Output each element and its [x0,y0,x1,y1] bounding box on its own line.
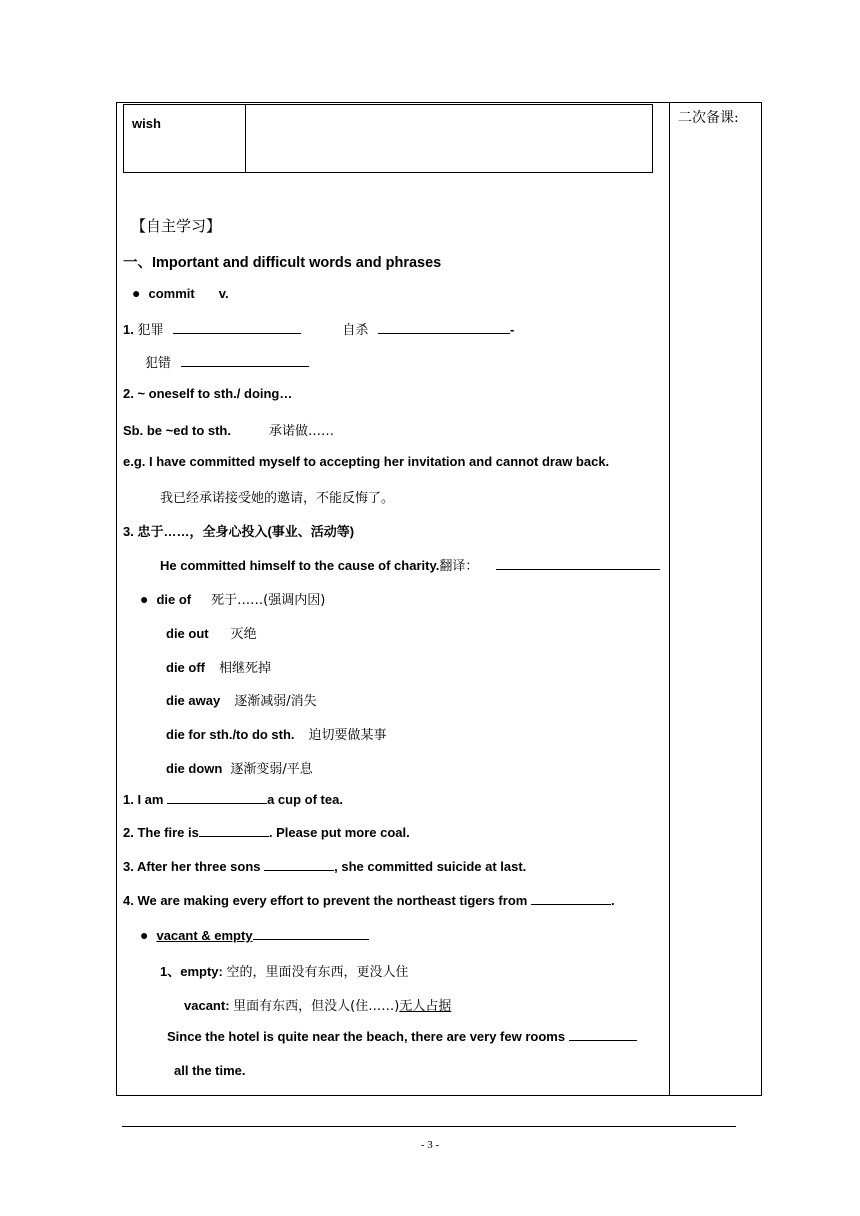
vacant-label: vacant: [184,998,230,1013]
phrase-en: die out [166,626,209,641]
dash: - [510,322,515,337]
commit-2b-en: Sb. be ~ed to sth. [123,423,231,438]
die-of-row [140,589,325,608]
commit-pos: v. [218,286,229,301]
empty-label: 1、empty: [160,964,223,979]
blank-ex1[interactable] [167,792,267,804]
exercise-text: . [610,893,615,908]
exercise-1 [123,792,343,807]
blank-crime[interactable] [173,322,301,334]
exercise-text: . Please put more coal. [268,825,410,840]
example-translation: 我已经承诺接受她的邀请，不能反悔了。 [160,491,395,506]
blank-ex4[interactable] [531,893,611,905]
column-divider [669,102,670,1096]
suicide-label: 自杀 [342,323,369,338]
charity-sentence: He committed himself to the cause of charity. [160,558,440,573]
exercise-text: , she committed suicide at last. [334,859,527,874]
vacant-head-underline [253,928,369,940]
exercise-text: a cup of tea. [267,792,343,807]
commit-heading [132,285,229,301]
exercise-3 [123,859,526,874]
wish-table-separator [245,105,246,172]
blank-mistake[interactable] [181,355,309,367]
sentence-text: Since the hotel is quite near the beach, there are very few rooms [167,1029,569,1044]
exercise-text: 3. After her three sons [123,859,265,874]
phrase-en: die away [166,693,221,708]
bullet-icon: ● [140,591,149,607]
commit-line-1 [123,319,514,338]
phrase-cn: 逐渐变弱/平息 [230,762,313,777]
empty-def [160,961,409,980]
commit-line-3: 3. 忠于……，全身心投入(事业、活动等) [123,524,355,539]
commit-word: commit [148,286,195,301]
commit-line-1b [145,352,309,371]
empty-cn: 空的，里面没有东西，更没人住 [226,965,409,980]
exercise-text: 1. I am [123,792,168,807]
blank-ex3[interactable] [264,859,334,871]
exercise-2 [123,825,410,840]
phrase-cn: 灭绝 [230,627,257,642]
phrase-en: die for sth./to do sth. [166,727,295,742]
blank-vacant[interactable] [569,1029,637,1041]
item-number: 1. [123,322,134,337]
phrase-cn: 死于……(强调内因) [211,593,326,608]
phrase-cn: 逐渐减弱/消失 [234,694,317,709]
phrase-en: die down [166,761,223,776]
blank-translation[interactable] [496,558,660,570]
die-off-row [166,657,271,676]
bullet-icon: ● [132,285,141,301]
exercise-text: 2. The fire is [123,825,199,840]
blank-ex2[interactable] [199,825,269,837]
example-sentence: e.g. I have committed myself to accepting her invitation and cannot draw back. [123,454,610,469]
commit-line-2b [123,420,334,439]
die-for-row [166,724,387,743]
wish-table [123,104,653,173]
vacant-cn: 里面有东西，但没人(住……) [233,999,400,1014]
phrase-en: die off [166,660,205,675]
mistake-label: 犯错 [145,356,172,371]
vacant-def [184,995,451,1014]
phrase-en: die of [156,592,192,607]
vacant-cn-underlined: 无人占据 [399,999,452,1014]
phrase-cn: 迫切要做某事 [308,728,387,743]
commit-line-3-sentence [160,555,660,574]
exercise-4 [123,893,615,908]
vacant-sentence [167,1029,637,1044]
vacant-head-text: vacant & empty [156,928,253,943]
blank-suicide[interactable] [378,322,510,334]
wish-word: wish [132,116,161,131]
vacant-heading [140,927,369,943]
crime-label: 犯罪 [137,323,164,338]
side-note-label: 二次备课: [678,110,739,126]
die-down-row [166,758,313,777]
vacant-sentence-end: all the time. [174,1063,246,1078]
section-title: 【自主学习】 [131,217,222,235]
bullet-icon: ● [140,927,149,943]
commit-line-2: 2. ~ oneself to sth./ doing… [123,386,293,401]
phrase-cn: 相继死掉 [219,661,272,676]
page-number: - 3 - [420,1139,440,1151]
die-out-row [166,623,257,642]
part1-title: 一、Important and difficult words and phrases [123,255,442,271]
footer-line [122,1126,736,1127]
exercise-text: 4. We are making every effort to prevent the northeast tigers from [123,893,531,908]
commit-2b-cn: 承诺做…… [269,424,335,439]
translate-label: 翻译： [439,559,479,574]
die-away-row [166,690,317,709]
